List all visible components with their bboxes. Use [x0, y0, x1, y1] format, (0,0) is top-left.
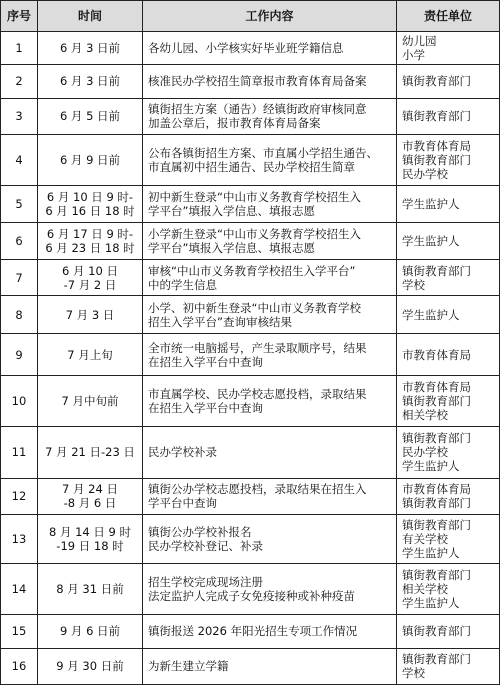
row-number: 1	[1, 32, 38, 65]
row-time: 6 月 9 日前	[38, 134, 143, 185]
row-number: 15	[1, 615, 38, 649]
table-row	[1, 64, 500, 98]
row-unit: 镇街教育部门 民办学校 学生监护人	[397, 427, 500, 478]
row-number: 2	[1, 64, 38, 98]
row-time: 6 月 10 日 -7 月 2 日	[38, 260, 143, 296]
table-body	[1, 32, 500, 685]
row-number: 4	[1, 134, 38, 185]
table-row	[1, 32, 500, 65]
row-unit: 市教育体育局 镇街教育部门 相关学校	[397, 375, 500, 426]
header-row	[1, 1, 500, 32]
row-number: 16	[1, 648, 38, 684]
header-no: 序号	[1, 1, 38, 32]
row-task: 小学、初中新生登录“中山市义务教育学校 招生入学平台”查询审核结果	[143, 296, 397, 334]
row-time: 9 月 6 日前	[38, 615, 143, 649]
row-number: 3	[1, 98, 38, 134]
row-unit: 镇街教育部门 学校	[397, 260, 500, 296]
row-unit: 学生监护人	[397, 223, 500, 260]
row-unit: 镇街教育部门	[397, 64, 500, 98]
row-number: 14	[1, 563, 38, 614]
row-time: 6 月 5 日前	[38, 98, 143, 134]
row-task: 各幼儿园、小学核实好毕业班学籍信息	[143, 32, 397, 65]
table-row	[1, 260, 500, 296]
row-time: 6 月 10 日 9 时- 6 月 16 日 18 时	[38, 185, 143, 222]
row-time: 8 月 14 日 9 时 -19 日 18 时	[38, 514, 143, 563]
row-task: 招生学校完成现场注册 法定监护人完成子女免疫接种或补种疫苗	[143, 563, 397, 614]
row-unit: 幼儿园 小学	[397, 32, 500, 65]
row-task: 全市统一电脑摇号，产生录取顺序号，结果 在招生入学平台中查询	[143, 334, 397, 375]
table-row	[1, 375, 500, 426]
table-row	[1, 478, 500, 514]
row-time: 7 月 3 日	[38, 296, 143, 334]
row-time: 7 月 21 日-23 日	[38, 427, 143, 478]
row-unit: 镇街教育部门	[397, 615, 500, 649]
row-task: 民办学校补录	[143, 427, 397, 478]
row-time: 7 月中旬前	[38, 375, 143, 426]
row-task: 为新生建立学籍	[143, 648, 397, 684]
row-task: 镇街公办学校志愿投档，录取结果在招生入 学平台中查询	[143, 478, 397, 514]
table-row	[1, 185, 500, 222]
table-row	[1, 648, 500, 684]
row-unit: 镇街教育部门	[397, 98, 500, 134]
row-time: 6 月 3 日前	[38, 64, 143, 98]
row-time: 9 月 30 日前	[38, 648, 143, 684]
table-row	[1, 334, 500, 375]
row-task: 审核“中山市义务教育学校招生入学平台” 中的学生信息	[143, 260, 397, 296]
row-number: 7	[1, 260, 38, 296]
row-task: 公布各镇街招生方案、市直属小学招生通告、 市直属初中招生通告、民办学校招生简章	[143, 134, 397, 185]
row-number: 11	[1, 427, 38, 478]
table-row	[1, 615, 500, 649]
row-unit: 市教育体育局	[397, 334, 500, 375]
row-unit: 市教育体育局 镇街教育部门 民办学校	[397, 134, 500, 185]
row-number: 6	[1, 223, 38, 260]
row-task: 市直属学校、民办学校志愿投档，录取结果 在招生入学平台中查询	[143, 375, 397, 426]
row-number: 10	[1, 375, 38, 426]
row-number: 9	[1, 334, 38, 375]
table-row	[1, 514, 500, 563]
row-task: 小学新生登录“中山市义务教育学校招生入 学平台”填报入学信息、填报志愿	[143, 223, 397, 260]
row-task: 镇街公办学校补报名 民办学校补登记、补录	[143, 514, 397, 563]
row-unit: 镇街教育部门 学校	[397, 648, 500, 684]
row-number: 13	[1, 514, 38, 563]
table-row	[1, 223, 500, 260]
row-number: 8	[1, 296, 38, 334]
row-unit: 学生监护人	[397, 296, 500, 334]
row-time: 6 月 17 日 9 时- 6 月 23 日 18 时	[38, 223, 143, 260]
table-row	[1, 427, 500, 478]
table-row	[1, 134, 500, 185]
row-task: 镇街招生方案（通告）经镇街政府审核同意 加盖公章后，报市教育体育局备案	[143, 98, 397, 134]
row-time: 8 月 31 日前	[38, 563, 143, 614]
header-time: 时间	[38, 1, 143, 32]
table-row	[1, 98, 500, 134]
row-number: 12	[1, 478, 38, 514]
row-number: 5	[1, 185, 38, 222]
row-task: 初中新生登录“中山市义务教育学校招生入 学平台”填报入学信息、填报志愿	[143, 185, 397, 222]
row-unit: 镇街教育部门 有关学校 学生监护人	[397, 514, 500, 563]
row-time: 7 月上旬	[38, 334, 143, 375]
header-unit: 责任单位	[397, 1, 500, 32]
row-time: 6 月 3 日前	[38, 32, 143, 65]
row-task: 镇街报送 2026 年阳光招生专项工作情况	[143, 615, 397, 649]
header-task: 工作内容	[143, 1, 397, 32]
row-unit: 镇街教育部门 相关学校 学生监护人	[397, 563, 500, 614]
table-row	[1, 563, 500, 614]
table-row	[1, 296, 500, 334]
row-unit: 市教育体育局 镇街教育部门	[397, 478, 500, 514]
row-time: 7 月 24 日 -8 月 6 日	[38, 478, 143, 514]
row-unit: 学生监护人	[397, 185, 500, 222]
row-task: 核准民办学校招生简章报市教育体育局备案	[143, 64, 397, 98]
